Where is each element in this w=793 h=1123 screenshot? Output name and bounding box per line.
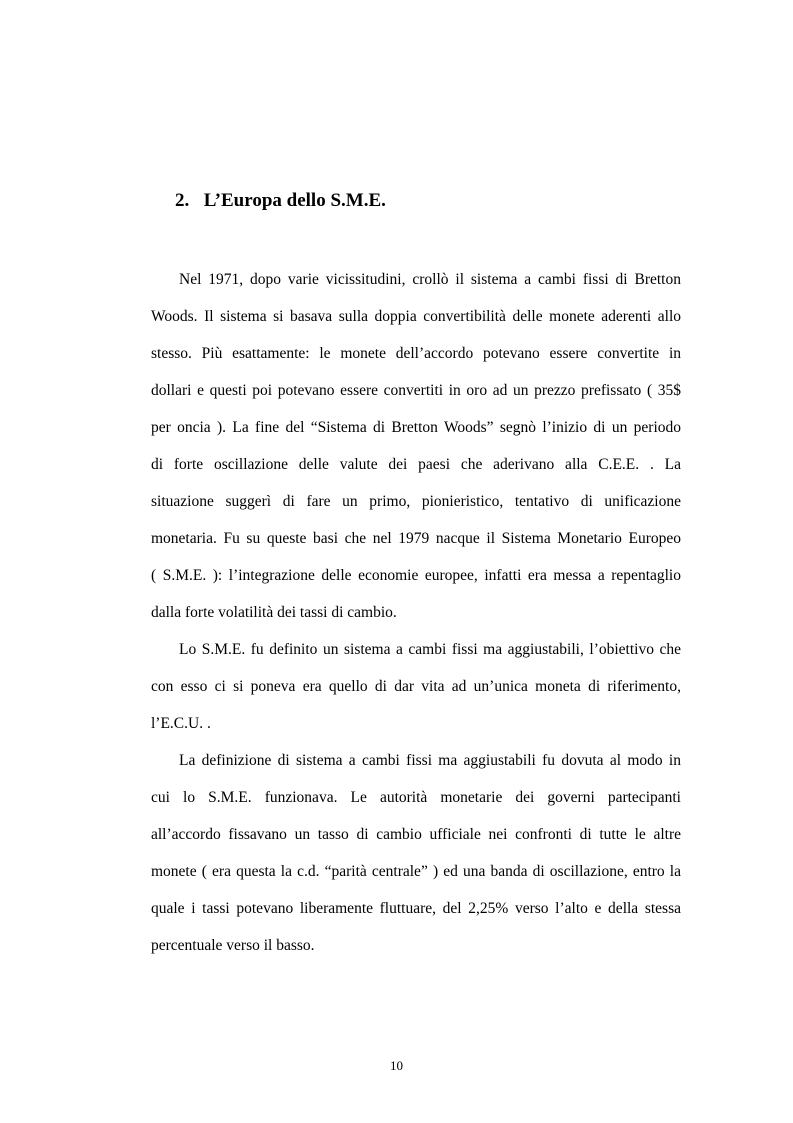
text-line: l’E.C.U. . [151,715,211,732]
section-heading [175,186,386,216]
text-line: ( S.M.E. ): l’integrazione delle economie europee, infatti era messa a repentaglio [151,567,681,584]
text-line: cui lo S.M.E. funzionava. Le autorità monetarie dei governi partecipanti [151,789,681,806]
text-line: dalla forte volatilità dei tassi di cambio. [151,604,397,621]
text-line: con esso ci si poneva era quello di dar vita ad un’unica moneta di riferimento, [151,678,681,695]
text-line: percentuale verso il basso. [151,937,315,954]
text-line: stesso. Più esattamente: le monete dell’accordo potevano essere convertite in [151,345,681,362]
section-title: L’Europa dello S.M.E. [203,190,386,211]
body-text [151,261,681,964]
text-line: Lo S.M.E. fu definito un sistema a cambi fissi ma aggiustabili, l’obiettivo che [179,641,681,658]
text-line: all’accordo fissavano un tasso di cambio ufficiale nei confronti di tutte le altre [151,826,681,843]
text-line: La definizione di sistema a cambi fissi ma aggiustabili fu dovuta al modo in [179,752,681,769]
text-line: per oncia ). La fine del “Sistema di Bretton Woods” segnò l’inizio di un periodo [151,419,681,436]
text-line: situazione suggerì di fare un primo, pionieristico, tentativo di unificazione [151,493,681,510]
page-number: 10 [390,1058,403,1073]
text-line: quale i tassi potevano liberamente fluttuare, del 2,25% verso l’alto e della stessa [151,900,681,917]
text-line: Nel 1971, dopo varie vicissitudini, crollò il sistema a cambi fissi di Bretton [179,271,681,288]
section-number: 2. [175,190,190,211]
text-line: monetaria. Fu su queste basi che nel 1979 nacque il Sistema Monetario Europeo [151,530,681,547]
text-line: monete ( era questa la c.d. “parità centrale” ) ed una banda di oscillazione, entro la [151,863,681,880]
text-line: Woods. Il sistema si basava sulla doppia convertibilità delle monete aderenti allo [151,308,681,325]
text-line: di forte oscillazione delle valute dei paesi che aderivano alla C.E.E. . La [151,456,681,473]
text-line: dollari e questi poi potevano essere convertiti in oro ad un prezzo prefissato ( 35$ [151,382,681,399]
